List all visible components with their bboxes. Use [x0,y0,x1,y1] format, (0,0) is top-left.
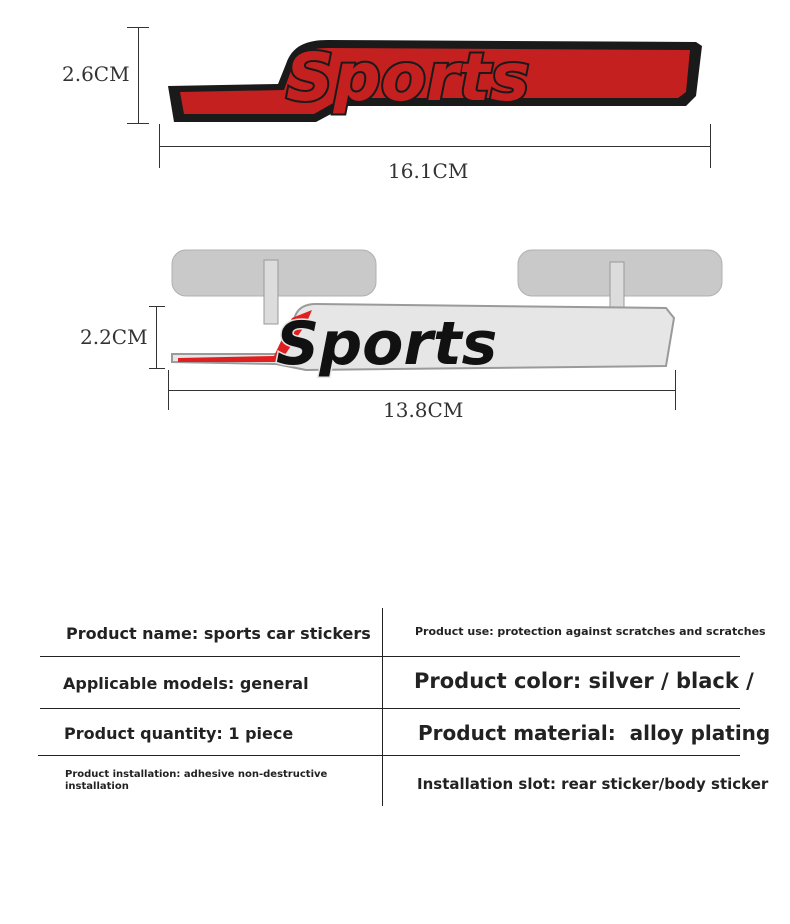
spec-product-installation-line-1: Product installation: adhesive non-destructive [65,769,328,780]
height-dim-line [138,27,139,124]
badge-2-width-label: 13.8CM [383,398,464,422]
spec-applicable-models: Applicable models: general [63,674,309,693]
height-dim-top-tick [149,306,165,307]
row-divider [40,708,740,709]
row-divider [40,656,740,657]
height-dim-line [156,306,157,369]
badge-1-height-label: 2.6CM [62,62,130,86]
spec-product-name: Product name: sports car stickers [66,624,371,643]
height-dim-bottom-tick [127,123,149,124]
width-dim-right-tick [710,124,711,168]
spec-product-installation [65,769,327,793]
badge-1-width-label: 16.1CM [388,159,469,183]
spec-product-material: Product material: alloy plating [418,721,771,745]
badge-1-text: Sports [286,39,530,116]
badge-2-height-label: 2.2CM [80,325,148,349]
width-dim-line [159,146,711,147]
spec-installation-slot: Installation slot: rear sticker/body sticker [417,775,769,793]
width-dim-right-tick [675,370,676,410]
spec-product-quantity: Product quantity: 1 piece [64,724,294,743]
column-divider [382,608,383,806]
spec-product-installation-line-2: installation [65,781,129,792]
badge-2-text: Sports [276,309,498,378]
width-dim-line [168,390,676,391]
spec-product-color: Product color: silver / black / [414,669,754,693]
sports-badge-red-image [166,34,706,126]
row-divider [38,755,740,756]
sports-grille-badge-image [166,246,726,378]
spec-product-use: Product use: protection against scratches and scratches [415,625,766,638]
height-dim-bottom-tick [149,368,165,369]
